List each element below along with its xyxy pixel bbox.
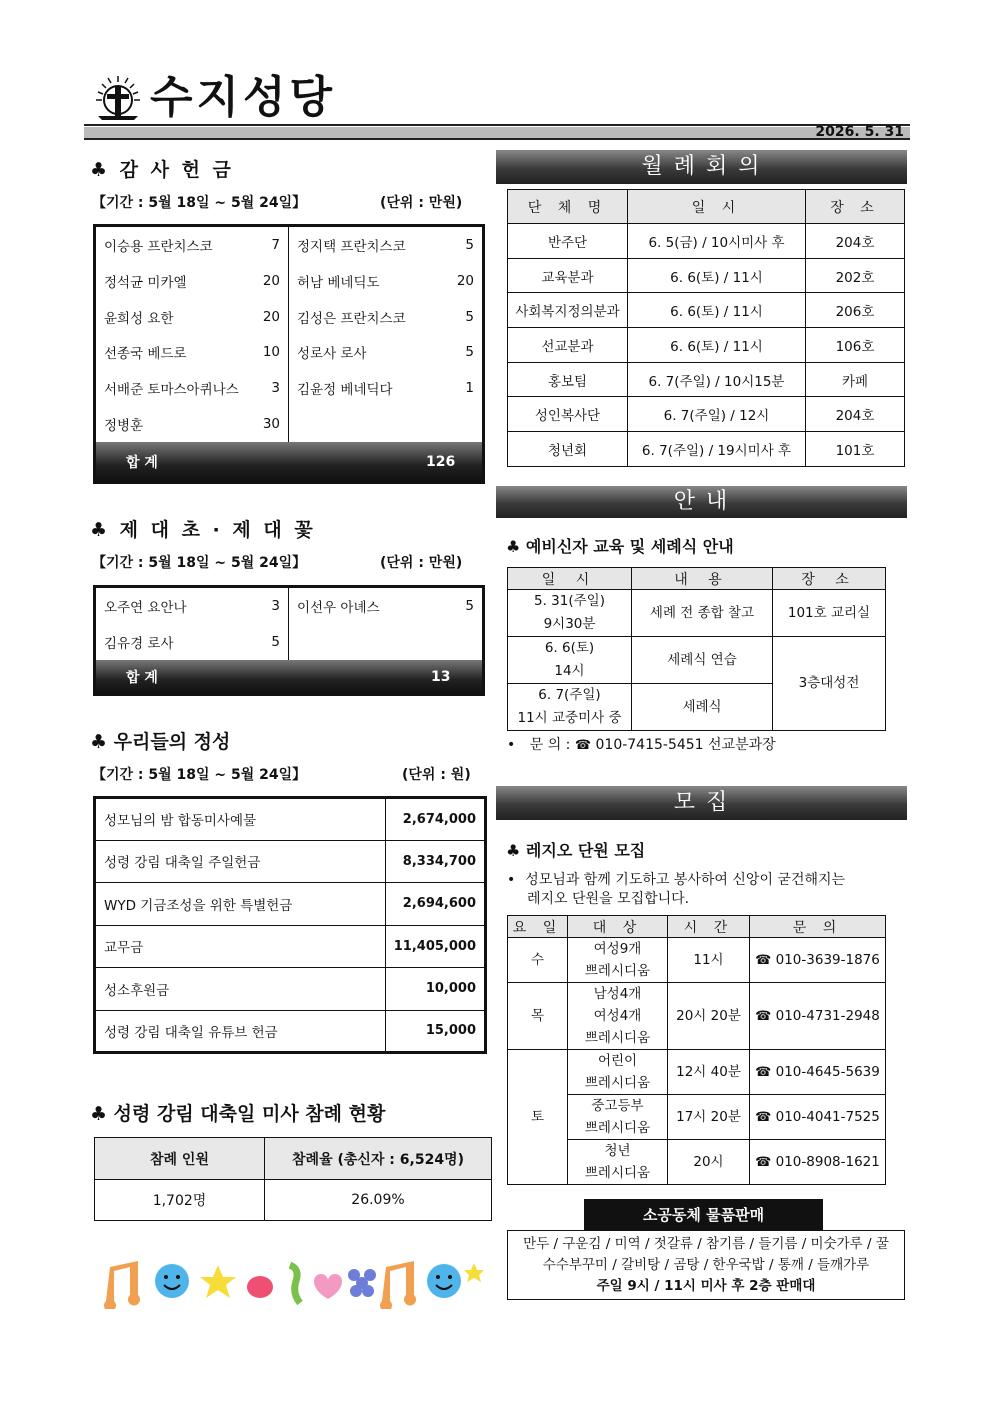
- legio-time: 20시 20분: [668, 983, 750, 1050]
- thanks-total: 126: [426, 453, 456, 470]
- legio-target: 중고등부: [591, 1098, 644, 1114]
- offering-amount: 8,334,700: [385, 840, 485, 883]
- donor-amount: 3: [271, 380, 280, 397]
- bullet-icon: •: [507, 737, 516, 753]
- meeting-datetime: 6. 6(토) / 11시: [628, 328, 806, 363]
- donor-cell: [289, 624, 482, 660]
- legio-target: 여성9개: [593, 941, 642, 957]
- thanks-grid: [96, 227, 482, 442]
- meeting-datetime: 6. 7(주일) / 12시: [628, 397, 806, 432]
- donor-cell: [289, 406, 482, 442]
- offering-table: [93, 796, 487, 1054]
- offering-period: 【기간 : 5월 18일 ~ 5월 24일】: [92, 767, 307, 783]
- altar-period: 【기간 : 5월 18일 ~ 5월 24일】: [92, 555, 307, 571]
- church-title: 수지성당: [150, 72, 337, 123]
- baptism-date: 6. 6(토): [544, 640, 595, 656]
- legio-time: 12시 40분: [668, 1050, 750, 1095]
- donor-name: 이선우 아녜스: [297, 600, 380, 616]
- baptism-date: 5. 31(주일): [534, 593, 605, 609]
- recruit-title-bar: 모 집: [496, 786, 907, 820]
- meeting-room: 206호: [806, 293, 905, 328]
- offering-row: [95, 968, 486, 1011]
- thanks-total-label: 합 계: [126, 454, 158, 471]
- legio-target-type: 쁘레시디움: [584, 1030, 651, 1046]
- notice-title-bar: 안 내: [496, 486, 907, 518]
- donor-amount: 5: [465, 308, 474, 325]
- meeting-datetime: 6. 6(토) / 11시: [628, 293, 806, 328]
- altar-total: 13: [431, 668, 451, 685]
- baptism-time: 14시: [554, 663, 585, 679]
- thanks-total-bar: [96, 442, 482, 481]
- recruit-subtitle: ♣ 레지오 단원 모집: [506, 841, 646, 860]
- notice-contact-line: [507, 736, 776, 755]
- legio-tel: 010-4731-2948: [775, 1007, 880, 1024]
- offering-name: 성령 강림 대축일 유튜브 헌금: [95, 1010, 386, 1053]
- meeting-datetime: 6. 7(주일) / 10시15분: [628, 362, 806, 397]
- phone-icon: ☎: [755, 1008, 772, 1024]
- donor-cell: [96, 263, 289, 299]
- donor-cell: [96, 624, 289, 660]
- donor-name: 정병훈: [104, 418, 144, 435]
- church-logo-icon: [92, 72, 144, 124]
- offering-title: ♣ 우리들의 정성: [90, 731, 231, 753]
- donor-name: 김성은 프란치스코: [297, 310, 406, 327]
- legio-target-type: 쁘레시디움: [584, 1075, 651, 1091]
- sale-line-2: 수수부꾸미 / 갈비탕 / 곰탕 / 한우국밥 / 통깨 / 들깨가루: [542, 1257, 870, 1273]
- meeting-room: 202호: [806, 258, 905, 293]
- thanks-period: 【기간 : 5월 18일 ~ 5월 24일】: [92, 195, 307, 211]
- legio-tel: 010-4041-7525: [775, 1108, 880, 1125]
- legio-table: [507, 915, 886, 1185]
- donor-cell: [96, 227, 289, 263]
- donor-amount: 5: [271, 634, 280, 650]
- meeting-group: 성인복사단: [508, 397, 628, 432]
- legio-time: 17시 20분: [668, 1095, 750, 1140]
- altar-grid: [96, 588, 482, 660]
- bulletin-date: 2026. 5. 31: [815, 124, 904, 140]
- donor-name: 김윤정 베네딕다: [297, 382, 393, 399]
- baptism-header-content: 내 용: [632, 568, 773, 590]
- altar-title: ♣ 제 대 초 · 제 대 꽃: [90, 519, 316, 541]
- legio-target: 남성4개: [593, 986, 642, 1002]
- meeting-room: 204호: [806, 224, 905, 259]
- legio-target: 청년: [604, 1143, 631, 1159]
- notice-subtitle: ♣ 예비신자 교육 및 세례식 안내: [506, 537, 734, 556]
- offering-row: [95, 840, 486, 883]
- meeting-row: [508, 224, 905, 259]
- donor-name: 윤희성 요한: [104, 310, 174, 327]
- attendance-count: 1,702명: [95, 1180, 265, 1221]
- offering-amount: 2,694,600: [385, 883, 485, 926]
- meeting-group: 청년회: [508, 432, 628, 467]
- baptism-row: [508, 590, 886, 637]
- altar-box: [93, 585, 485, 696]
- meeting-group: 사회복지정의분과: [508, 293, 628, 328]
- legio-day: 토: [508, 1050, 568, 1185]
- notice-contact-label: 문 의 :: [529, 737, 571, 753]
- attendance-header-count: 참례 인원: [95, 1138, 265, 1180]
- phone-icon: ☎: [574, 738, 592, 753]
- baptism-header-place: 장 소: [773, 568, 886, 590]
- meeting-row: [508, 397, 905, 432]
- baptism-date: 6. 7(주일): [538, 687, 601, 703]
- header-date-bar: [84, 127, 910, 140]
- donor-name: 서배준 토마스아퀴나스: [104, 382, 239, 399]
- donor-amount: 5: [465, 344, 474, 361]
- recruit-desc-line1: 성모님과 함께 기도하고 봉사하여 신앙이 굳건해지는: [525, 872, 846, 888]
- legio-target-type: 쁘레시디움: [584, 1165, 651, 1181]
- thanks-title: ♣ 감 사 헌 금: [90, 159, 234, 181]
- meeting-room: 106호: [806, 328, 905, 363]
- offering-amount: 2,674,000: [385, 798, 485, 841]
- donor-cell: [289, 227, 482, 263]
- legio-tel: 010-3639-1876: [775, 951, 880, 968]
- offering-name: 성령 강림 대축일 주일헌금: [95, 840, 386, 883]
- legio-tel: 010-8908-1621: [775, 1153, 880, 1170]
- legio-tel: 010-4645-5639: [775, 1063, 880, 1080]
- baptism-header-date: 일 시: [508, 568, 632, 590]
- altar-total-bar: [96, 660, 482, 693]
- donor-name: 정석균 미카엘: [104, 274, 187, 291]
- phone-icon: ☎: [755, 1109, 772, 1125]
- meeting-row: [508, 362, 905, 397]
- donor-amount: 5: [465, 598, 474, 614]
- baptism-place: 101호 교리실: [773, 590, 886, 637]
- offering-unit: (단위 : 원): [402, 767, 471, 783]
- meeting-header: 장 소: [806, 190, 905, 224]
- donor-name: 정지택 프란치스코: [297, 238, 406, 255]
- donor-amount: 7: [271, 236, 280, 253]
- donor-cell: [289, 588, 482, 624]
- legio-time: 20시: [668, 1140, 750, 1185]
- legio-target-type: 쁘레시디움: [584, 1120, 651, 1136]
- meeting-header: 단 체 명: [508, 190, 628, 224]
- donor-name: 오주연 요안나: [104, 600, 187, 616]
- sale-title: 소공동체 물품판매: [584, 1199, 823, 1231]
- donor-amount: 10: [262, 344, 280, 361]
- donor-cell: [289, 370, 482, 406]
- meeting-row: [508, 432, 905, 467]
- donor-name: 성로사 로사: [297, 346, 367, 363]
- legio-header-contact: 문 의: [750, 916, 886, 938]
- donor-amount: 5: [465, 236, 474, 253]
- meeting-room: 101호: [806, 432, 905, 467]
- thanks-box: [93, 224, 485, 484]
- legio-header-time: 시 간: [668, 916, 750, 938]
- meeting-header: 일 시: [628, 190, 806, 224]
- donor-cell: [289, 299, 482, 335]
- offering-row: [95, 925, 486, 968]
- bullet-icon: •: [507, 872, 516, 888]
- legio-row: [508, 983, 886, 1050]
- legio-target: 어린이: [597, 1053, 638, 1069]
- donor-amount: 20: [262, 308, 280, 325]
- legio-header-target: 대 상: [568, 916, 668, 938]
- legio-row: [508, 938, 886, 983]
- offering-row: [95, 1010, 486, 1053]
- baptism-content: 세례 전 종합 찰고: [632, 590, 773, 637]
- meeting-group: 교육분과: [508, 258, 628, 293]
- attendance-rate: 26.09%: [265, 1180, 492, 1221]
- offering-name: WYD 기금조성을 위한 특별헌금: [95, 883, 386, 926]
- donor-name: 김유경 로사: [104, 636, 174, 652]
- meeting-table: [507, 189, 905, 467]
- attendance-header-rate: 참례율 (총신자 : 6,524명): [265, 1138, 492, 1180]
- donor-cell: [96, 334, 289, 370]
- donor-amount: 3: [271, 598, 280, 614]
- phone-icon: ☎: [755, 1154, 772, 1170]
- donor-name: 선종국 베드로: [104, 346, 187, 363]
- donor-amount: 20: [262, 272, 280, 289]
- meeting-room: 204호: [806, 397, 905, 432]
- baptism-place: 3층대성전: [773, 637, 886, 731]
- donor-cell: [96, 406, 289, 442]
- sale-line-1: 만두 / 구운김 / 미역 / 젓갈류 / 참기름 / 들기름 / 미숫가루 / 꿀: [523, 1236, 889, 1252]
- baptism-content: 세례식: [632, 684, 773, 731]
- donor-cell: [289, 263, 482, 299]
- meeting-group: 홍보팀: [508, 362, 628, 397]
- donor-name: 허남 베네딕도: [297, 274, 380, 291]
- attendance-table: [94, 1137, 492, 1221]
- sale-box: [507, 1230, 905, 1300]
- baptism-time: 11시 교중미사 중: [517, 710, 622, 726]
- donor-cell: [96, 299, 289, 335]
- meeting-title-bar: 월 례 회 의: [496, 150, 907, 184]
- donor-amount: 20: [456, 272, 474, 289]
- legio-target-type: 쁘레시디움: [584, 963, 651, 979]
- thanks-unit: (단위 : 만원): [380, 195, 463, 211]
- recruit-desc: [507, 871, 845, 909]
- meeting-datetime: 6. 5(금) / 10시미사 후: [628, 224, 806, 259]
- legio-day: 목: [508, 983, 568, 1050]
- notice-contact: 010-7415-5451 선교분과장: [595, 737, 776, 753]
- phone-icon: ☎: [755, 952, 772, 968]
- donor-cell: [96, 588, 289, 624]
- phone-icon: ☎: [755, 1064, 772, 1080]
- donor-amount: 1: [465, 380, 474, 397]
- baptism-time: 9시30분: [543, 616, 596, 632]
- legio-target-2: 여성4개: [593, 1008, 642, 1024]
- meeting-row: [508, 328, 905, 363]
- offering-amount: 10,000: [385, 968, 485, 1011]
- offering-name: 성소후원금: [95, 968, 386, 1011]
- meeting-datetime: 6. 7(주일) / 19시미사 후: [628, 432, 806, 467]
- sale-line-3: 주일 9시 / 11시 미사 후 2층 판매대: [596, 1278, 816, 1294]
- meeting-room: 카페: [806, 362, 905, 397]
- offering-amount: 15,000: [385, 1010, 485, 1053]
- baptism-content: 세례식 연습: [632, 637, 773, 684]
- altar-unit: (단위 : 만원): [380, 555, 463, 571]
- meeting-group: 반주단: [508, 224, 628, 259]
- donor-cell: [96, 370, 289, 406]
- recruit-desc-line2: 레지오 단원을 모집합니다.: [527, 891, 690, 907]
- donor-amount: 30: [262, 416, 280, 433]
- legio-header-day: 요 일: [508, 916, 568, 938]
- donor-name: 이승용 프란치스코: [104, 238, 213, 255]
- offering-name: 성모님의 밤 합동미사예물: [95, 798, 386, 841]
- altar-total-label: 합 계: [126, 669, 158, 686]
- legio-time: 11시: [668, 938, 750, 983]
- meeting-group: 선교분과: [508, 328, 628, 363]
- baptism-table: [507, 567, 886, 731]
- donor-cell: [289, 334, 482, 370]
- offering-row: [95, 883, 486, 926]
- legio-row: [508, 1050, 886, 1095]
- offering-name: 교무금: [95, 925, 386, 968]
- baptism-row: [508, 637, 886, 684]
- meeting-row: [508, 258, 905, 293]
- offering-amount: 11,405,000: [385, 925, 485, 968]
- decorative-banner-image: [100, 1257, 484, 1309]
- attendance-title: ♣ 성령 강림 대축일 미사 참례 현황: [90, 1103, 386, 1125]
- offering-row: [95, 798, 486, 841]
- legio-day: 수: [508, 938, 568, 983]
- header-line: [84, 124, 910, 126]
- meeting-datetime: 6. 6(토) / 11시: [628, 258, 806, 293]
- meeting-row: [508, 293, 905, 328]
